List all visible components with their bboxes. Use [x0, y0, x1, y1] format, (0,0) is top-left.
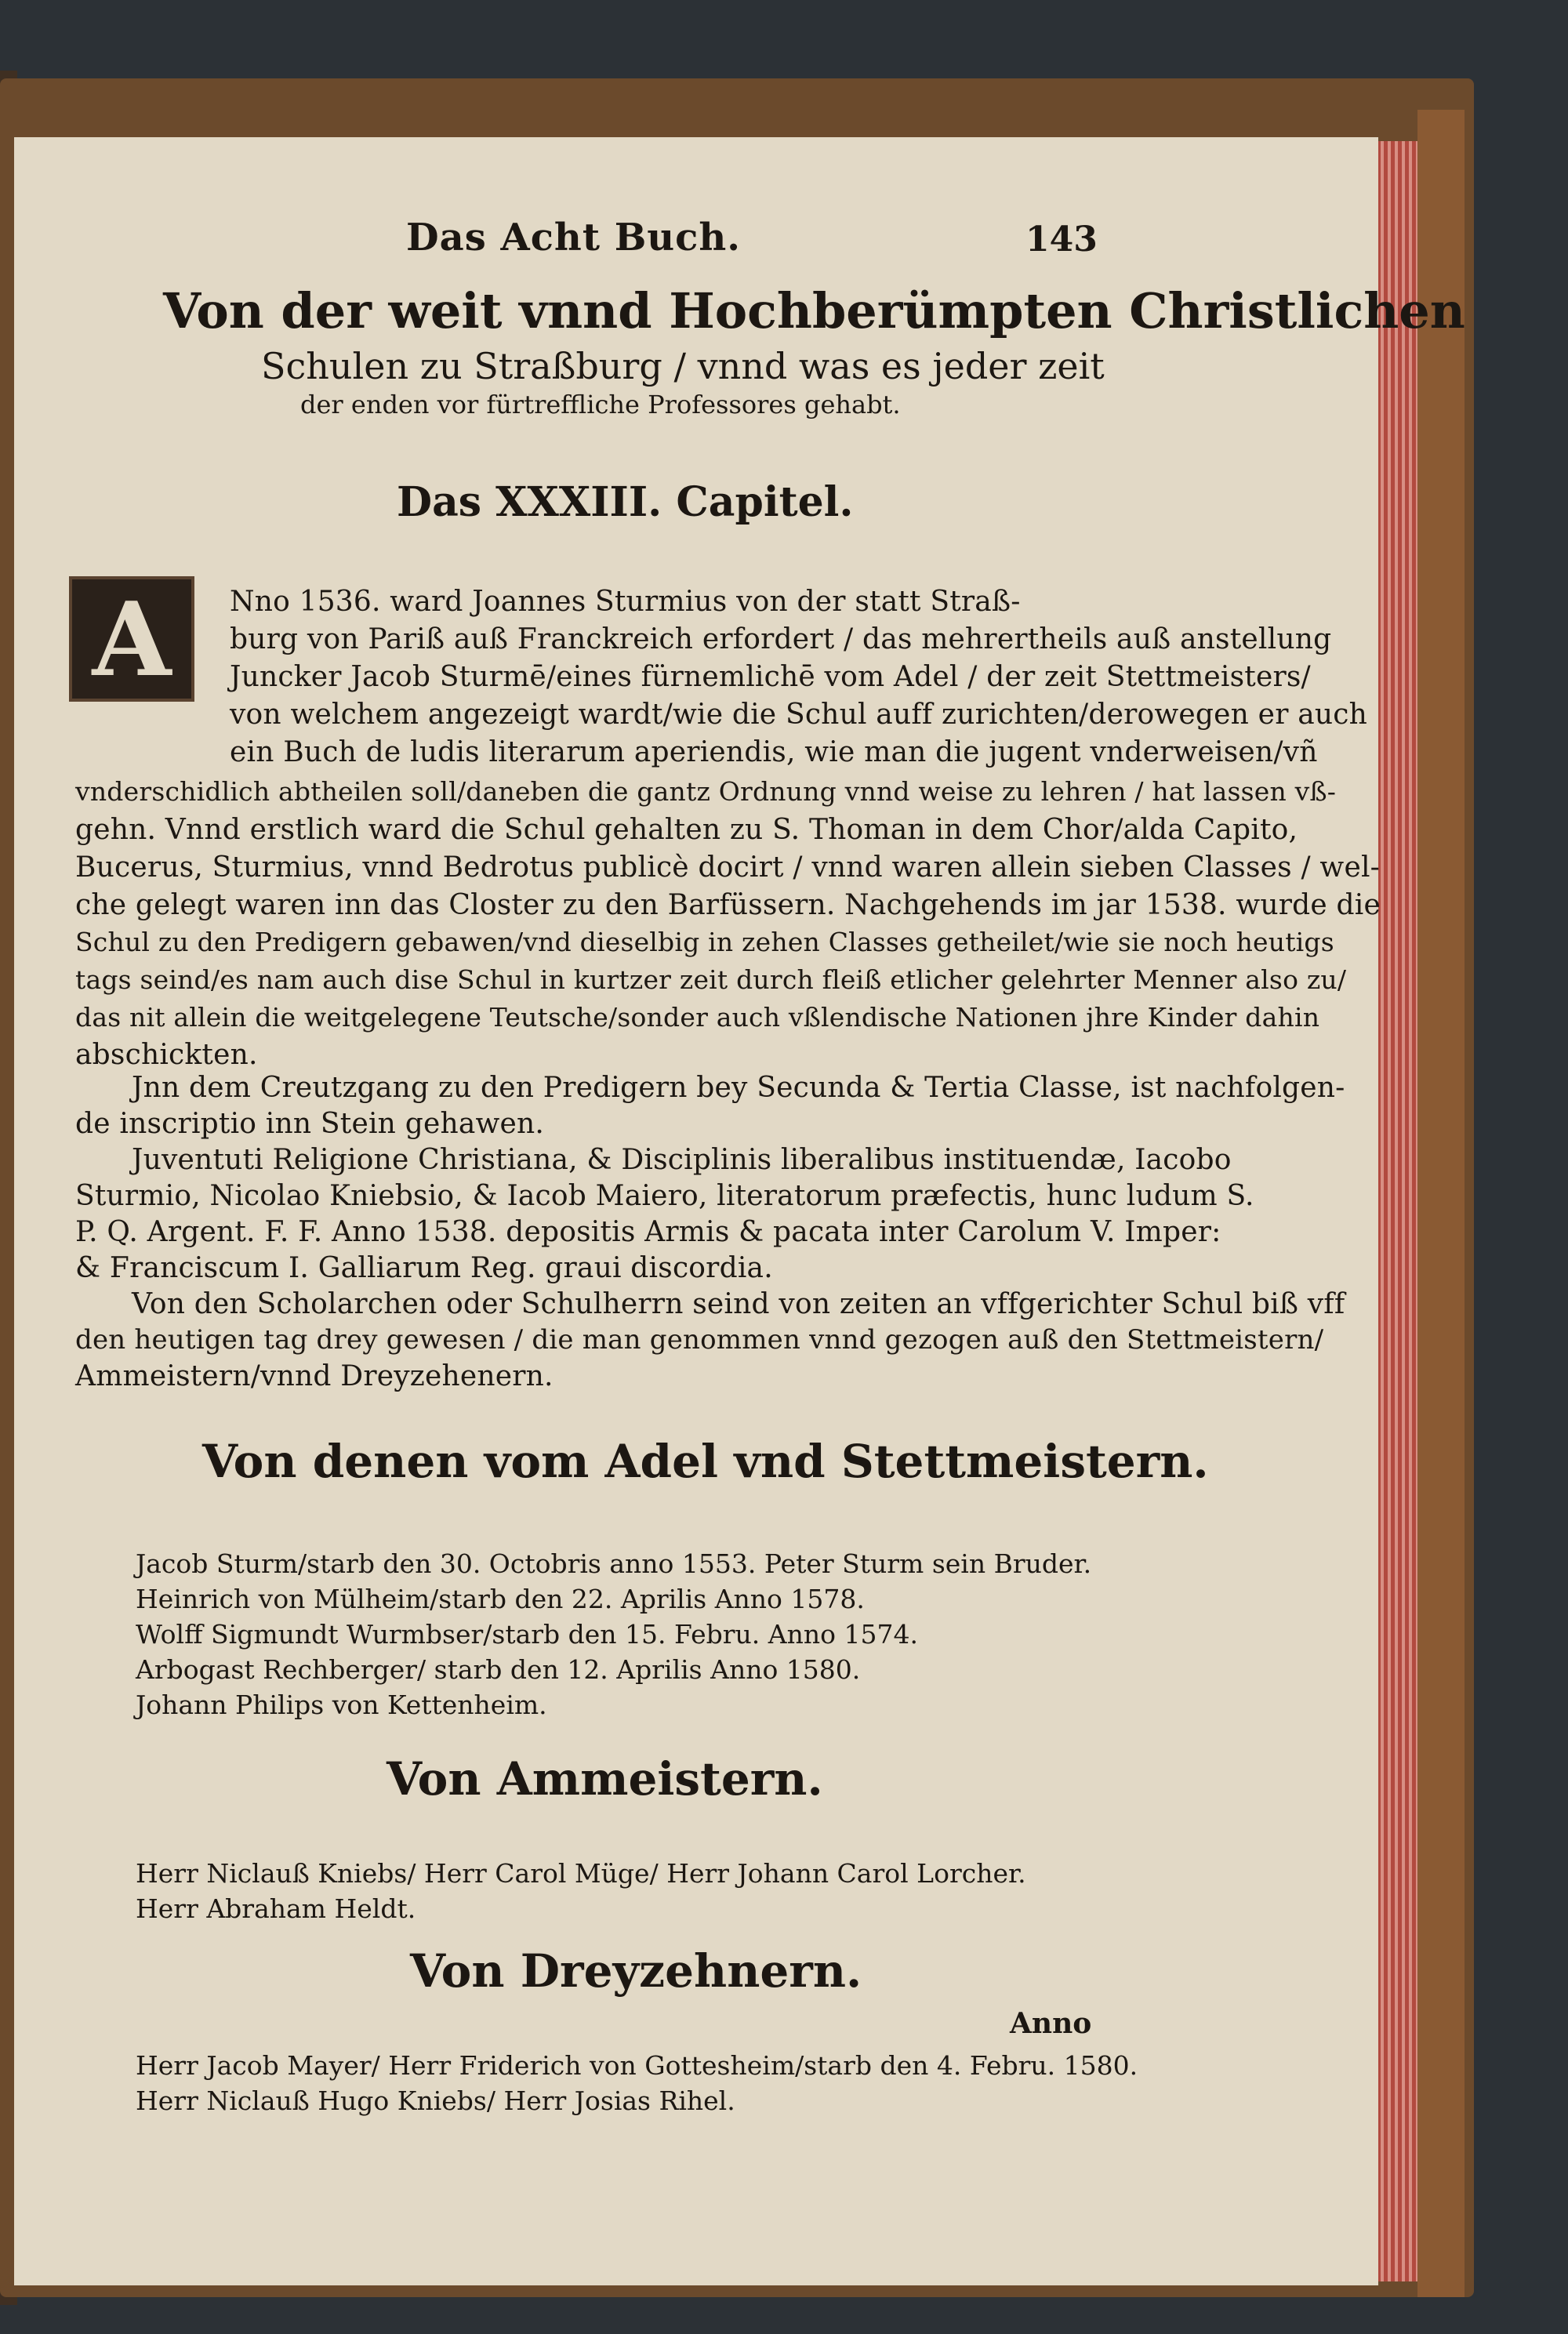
body-line: Ammeistern/vnnd Dreyzehenern. [75, 1360, 554, 1392]
page-title: Von der weit vnnd Hochberümpten Christlichen [163, 282, 1465, 339]
body-line: abschickten. [75, 1039, 258, 1071]
page-number: 143 [1025, 220, 1098, 260]
body-line: Jnn dem Creutzgang zu den Predigern bey Secunda & Tertia Classe, ist nachfolgen- [132, 1072, 1345, 1104]
inscription-line: & Franciscum I. Galliarum Reg. graui discordia. [75, 1252, 773, 1284]
list-line: Johann Philips von Kettenheim. [136, 1690, 547, 1720]
body-line: das nit allein die weitgelegene Teutsche/sonder auch vßlendische Nationen jhre Kinder dahin [75, 1002, 1320, 1033]
section-heading-adel: Von denen vom Adel vnd Stettmeistern. [202, 1435, 1209, 1488]
list-line: Heinrich von Mülheim/starb den 22. Aprilis Anno 1578. [136, 1584, 865, 1614]
list-line: Herr Niclauß Kniebs/ Herr Carol Müge/ Herr Johann Carol Lorcher. [136, 1858, 1026, 1889]
subtitle-line-2: der enden vor fürtreffliche Professores gehabt. [300, 390, 901, 419]
body-line: Schul zu den Predigern gebawen/vnd dieselbig in zehen Classes getheilet/wie sie noch heutigs [75, 927, 1334, 957]
body-line: che gelegt waren inn das Closter zu den Barfüssern. Nachgehends im jar 1538. wurde die [75, 889, 1381, 921]
decorated-initial: A [69, 576, 194, 702]
chapter-heading: Das XXXIII. Capitel. [397, 478, 854, 526]
body-line: tags seind/es nam auch dise Schul in kurtzer zeit durch fleiß etlicher gelehrter Menner also zu/ [75, 964, 1347, 995]
inscription-line: Sturmio, Nicolao Kniebsio, & Iacob Maiero, literatorum præfectis, hunc ludum S. [75, 1180, 1254, 1212]
running-head: Das Acht Buch. [406, 216, 742, 260]
list-line: Herr Jacob Mayer/ Herr Friderich von Gottesheim/starb den 4. Febru. 1580. [136, 2050, 1138, 2081]
inscription-line: P. Q. Argent. F. F. Anno 1538. depositis Armis & pacata inter Carolum V. Imper: [75, 1216, 1221, 1248]
body-line: Nno 1536. ward Joannes Sturmius von der statt Straß- [230, 586, 1021, 618]
body-line: von welchem angezeigt wardt/wie die Schul auff zurichten/derowegen er auch [230, 699, 1368, 731]
body-line: den heutigen tag drey gewesen / die man genommen vnnd gezogen auß den Stettmeistern/ [75, 1324, 1324, 1356]
list-line: Wolff Sigmundt Wurmbser/starb den 15. Febru. Anno 1574. [136, 1619, 918, 1650]
catchword: Anno [1010, 2007, 1092, 2040]
subtitle-line-1: Schulen zu Straßburg / vnnd was es jeder zeit [261, 345, 1105, 387]
body-line: Bucerus, Sturmius, vnnd Bedrotus publicè docirt / vnnd waren allein sieben Classes / wel- [75, 851, 1381, 884]
body-line: ein Buch de ludis literarum aperiendis, wie man die jugent vnderweisen/vñ [230, 736, 1318, 768]
body-line: Juncker Jacob Sturmē/eines fürnemlichē vom Adel / der zeit Stettmeisters/ [230, 661, 1311, 693]
body-line: gehn. Vnnd erstlich ward die Schul gehalten zu S. Thoman in dem Chor/alda Capito, [75, 814, 1298, 846]
body-line: vnderschidlich abtheilen soll/daneben die gantz Ordnung vnnd weise zu lehren / hat lassen vß- [75, 776, 1337, 807]
list-line: Jacob Sturm/starb den 30. Octobris anno 1553. Peter Sturm sein Bruder. [136, 1548, 1092, 1579]
body-line: burg von Pariß auß Franckreich erfordert / das mehrertheils auß anstellung [230, 623, 1332, 655]
list-line: Arbogast Rechberger/ starb den 12. Aprilis Anno 1580. [136, 1654, 861, 1685]
list-line: Herr Abraham Heldt. [136, 1893, 416, 1924]
inscription-line: Juventuti Religione Christiana, & Disciplinis liberalibus instituendæ, Iacobo [132, 1144, 1232, 1176]
book-page [14, 137, 1465, 2285]
book-fore-edge-cover [1417, 110, 1465, 2297]
section-heading-dreyzehner: Von Dreyzehnern. [410, 1944, 862, 1998]
body-line: Von den Scholarchen oder Schulherrn seind von zeiten an vffgerichter Schul biß vff [132, 1288, 1345, 1320]
body-line: de inscriptio inn Stein gehawen. [75, 1108, 545, 1140]
section-heading-ammeister: Von Ammeistern. [387, 1752, 823, 1806]
list-line: Herr Niclauß Hugo Kniebs/ Herr Josias Rihel. [136, 2085, 735, 2116]
